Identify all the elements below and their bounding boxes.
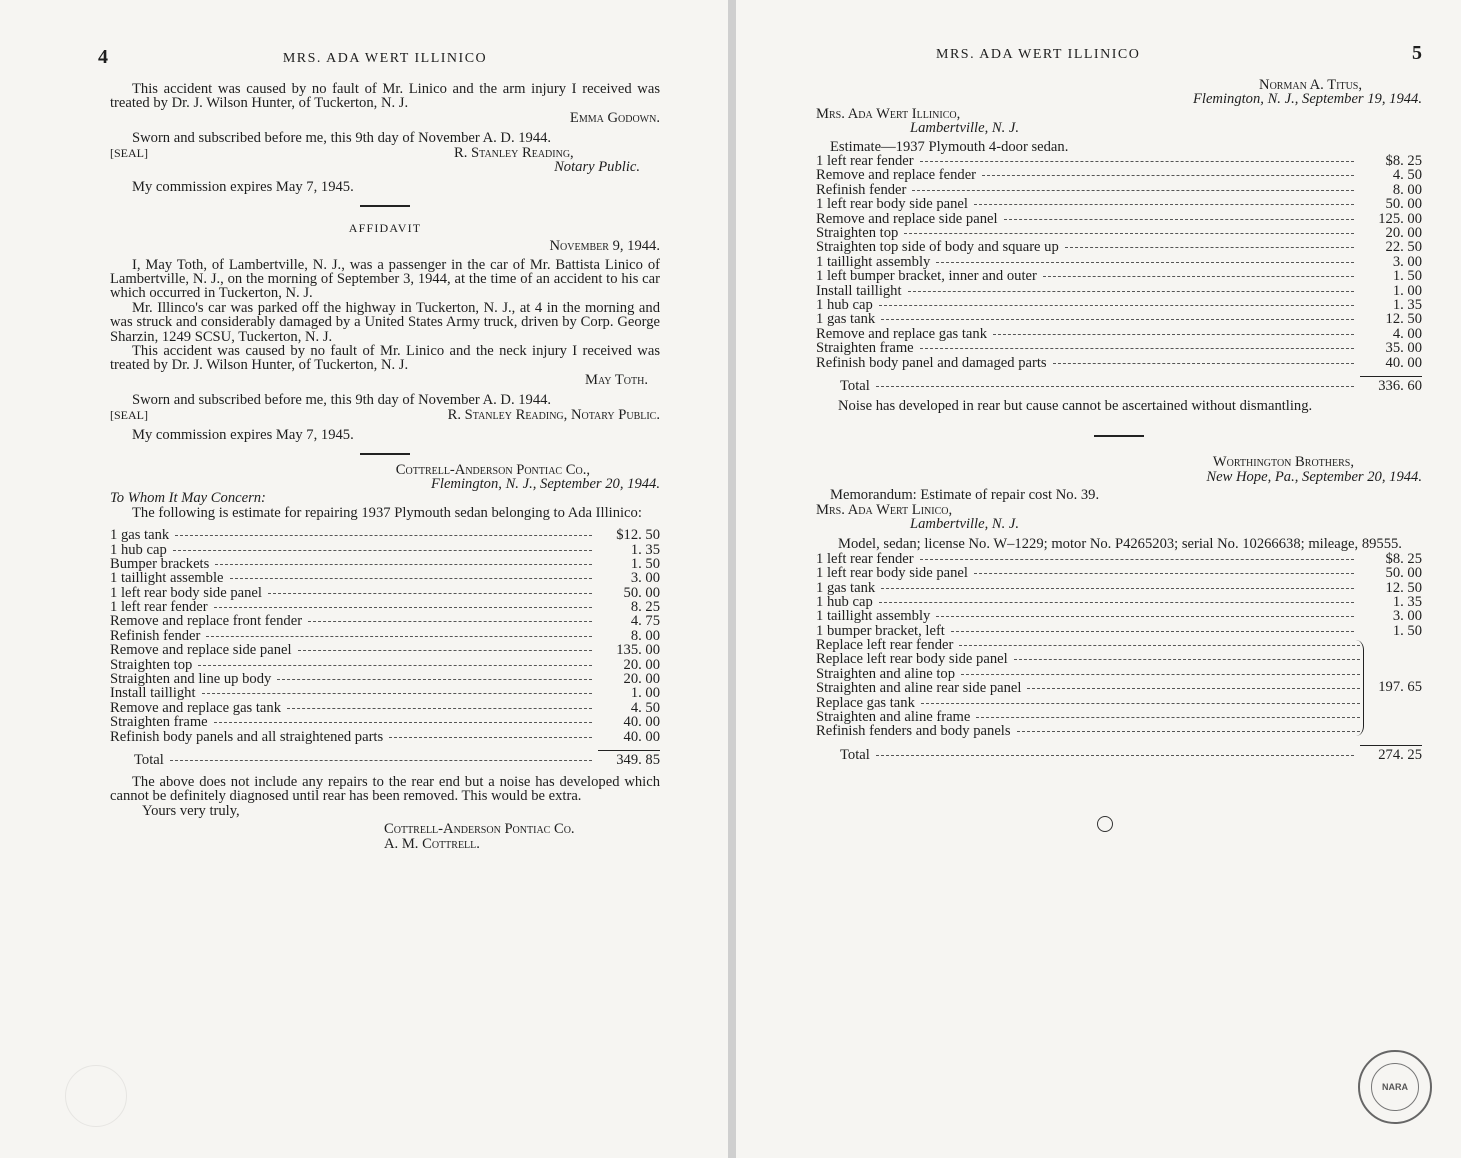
- library-stamp-inner: [1371, 1063, 1419, 1111]
- affidavit-date: November 9, 1944.: [549, 238, 660, 255]
- stamp-label: NARA: [1382, 1082, 1408, 1092]
- line-item: [816, 226, 1422, 240]
- line-item: [816, 624, 1422, 638]
- line-item: [816, 710, 1366, 724]
- cottrell-place-date: Flemington, N. J., September 20, 1944.: [430, 475, 660, 492]
- affidavit-paragraph-3: This accident was caused by no fault of Mr. Linico and the neck injury I received was treated by Dr. J. Wilson Hunter, of Tuckerton, N. J.: [110, 343, 660, 374]
- line-item-amount: 4. 50: [1392, 167, 1422, 184]
- line-item-label: 1 left rear fender: [816, 153, 914, 170]
- cottrell-total-label: Total: [134, 751, 164, 768]
- leader-dots: [921, 703, 1360, 704]
- leader-dots: [268, 593, 592, 594]
- worthington-labor-list: [816, 638, 1422, 739]
- cottrell-closing: Yours very truly,: [142, 802, 240, 819]
- leader-dots: [1053, 363, 1354, 364]
- worthington-item-list: [816, 552, 1422, 638]
- line-item-label: Straighten top: [816, 224, 899, 241]
- affidavit-seal: [SEAL]: [110, 407, 148, 422]
- line-item-amount: 1. 35: [1392, 296, 1422, 313]
- line-item: [110, 715, 660, 729]
- worthington-total-label: Total: [840, 746, 870, 763]
- line-item-label: Refinish fender: [110, 627, 201, 644]
- line-item: [110, 672, 660, 686]
- punch-hole: [1097, 816, 1113, 832]
- line-item: [816, 667, 1366, 681]
- titus-addressee: Mrs. Ada Wert Illinico,: [816, 105, 961, 122]
- worthington-place-date: New Hope, Pa., September 20, 1944.: [1206, 468, 1422, 485]
- worthington-memo: Memorandum: Estimate of repair cost No. 39.: [830, 487, 1100, 504]
- line-item: [110, 658, 660, 672]
- page-gutter: [728, 0, 736, 1158]
- godown-commission: My commission expires May 7, 1945.: [132, 179, 354, 196]
- line-item: [816, 168, 1422, 182]
- line-item-label: Straighten frame: [110, 714, 208, 731]
- line-item: [816, 638, 1366, 652]
- worthington-addressee: Mrs. Ada Wert Linico,: [816, 501, 953, 518]
- line-item-label: Replace left rear fender: [816, 637, 954, 654]
- titus-total-row: [816, 379, 1422, 395]
- leader-dots: [1043, 276, 1354, 277]
- line-item-label: Replace left rear body side panel: [816, 651, 1008, 668]
- leader-dots: [308, 621, 592, 622]
- leader-dots: [912, 190, 1354, 191]
- leader-dots: [206, 636, 592, 637]
- line-item-label: Remove and replace gas tank: [816, 325, 987, 342]
- line-item: [816, 240, 1422, 254]
- line-item-label: Straighten and aline frame: [816, 709, 971, 726]
- worthington-total-row: [816, 748, 1422, 764]
- line-item-amount: $12. 50: [616, 527, 660, 544]
- library-stamp-icon: [1358, 1050, 1432, 1124]
- leader-dots: [389, 737, 592, 738]
- line-item-label: Replace gas tank: [816, 694, 915, 711]
- leader-dots: [215, 564, 592, 565]
- line-item: [110, 629, 660, 643]
- titus-total-amount: 336. 60: [1378, 377, 1422, 394]
- line-item: [816, 183, 1422, 197]
- line-item-label: Install taillight: [110, 685, 196, 702]
- total-rule: [1360, 745, 1422, 746]
- line-item-label: 1 gas tank: [816, 579, 876, 596]
- total-rule: [598, 750, 660, 751]
- worthington-labor-amount: 197. 65: [1378, 679, 1422, 696]
- leader-dots: [1014, 659, 1360, 660]
- line-item-amount: $8. 25: [1385, 550, 1422, 567]
- line-item-label: 1 gas tank: [110, 527, 170, 544]
- line-item-label: 1 hub cap: [110, 541, 167, 558]
- leader-dots: [904, 233, 1354, 234]
- line-item-amount: 3. 00: [1392, 608, 1422, 625]
- affidavit-notary: R. Stanley Reading, Notary Public.: [447, 406, 660, 423]
- leader-dots: [879, 305, 1354, 306]
- left-running-head: [98, 46, 660, 76]
- divider: [360, 205, 410, 207]
- line-item-amount: 4. 50: [630, 699, 660, 716]
- line-item-amount: 8. 00: [630, 627, 660, 644]
- line-item-amount: 22. 50: [1385, 239, 1422, 256]
- line-item-amount: 4. 00: [1392, 325, 1422, 342]
- affidavit-notary-line: [110, 408, 660, 422]
- leader-dots: [175, 535, 592, 536]
- line-item: [110, 600, 660, 614]
- line-item-label: 1 taillight assembly: [816, 608, 931, 625]
- titus-addressee-city: Lambertville, N. J.: [910, 120, 1020, 137]
- affidavit-paragraph-2: Mr. Illinco's car was parked off the highway in Tuckerton, N. J., at 4 in the morning and was struck and considerably damaged by a United States Army truck, driven by Corp. George Sharzin, 1249 SCSU, Tuckerton, N. J.: [110, 299, 660, 345]
- line-item-amount: 1. 50: [630, 555, 660, 572]
- line-item: [110, 586, 660, 600]
- titus-name: Norman A. Titus,: [1259, 77, 1362, 93]
- leader-dots: [170, 760, 592, 761]
- line-item-amount: 50. 00: [623, 584, 660, 601]
- line-item: [816, 255, 1422, 269]
- line-item: [816, 595, 1422, 609]
- affidavit-paragraph-1: I, May Toth, of Lambertville, N. J., was a passenger in the car of Mr. Battista Linico of Lambertville, N. J., on the morning of September 3, 1944, at the time of an accident to his car which occurred in Tuckerton, N. J.: [110, 256, 660, 302]
- line-item-label: Straighten and line up body: [110, 671, 272, 688]
- cottrell-note: The above does not include any repairs to the rear end but a noise has developed which cannot be definitely diagnosed until rear has been removed. This would be extra.: [110, 773, 660, 805]
- worthington-total-amount: 274. 25: [1378, 746, 1422, 763]
- line-item: [110, 557, 660, 571]
- left-page: [0, 0, 728, 1158]
- line-item-label: 1 hub cap: [816, 593, 873, 610]
- leader-dots: [881, 319, 1354, 320]
- line-item-label: Remove and replace side panel: [816, 210, 998, 227]
- line-item-amount: 1. 50: [1392, 268, 1422, 285]
- line-item-amount: 40. 00: [623, 728, 660, 745]
- line-item-label: 1 gas tank: [816, 311, 876, 328]
- line-item-label: Refinish body panels and all straightened parts: [110, 728, 384, 745]
- line-item-amount: 35. 00: [1385, 340, 1422, 357]
- leader-dots: [961, 674, 1360, 675]
- line-item: [110, 730, 660, 744]
- leader-dots: [298, 650, 592, 651]
- line-item: [816, 681, 1366, 695]
- leader-dots: [879, 602, 1354, 603]
- affidavit-heading: AFFIDAVIT: [348, 220, 422, 235]
- line-item-amount: 50. 00: [1385, 196, 1422, 213]
- line-item-amount: 40. 00: [1385, 354, 1422, 371]
- leader-dots: [287, 708, 592, 709]
- leader-dots: [1027, 688, 1360, 689]
- line-item-amount: 20. 00: [1385, 224, 1422, 241]
- worthington-labor-group: [816, 638, 1422, 739]
- leader-dots: [936, 616, 1354, 617]
- line-item: [816, 696, 1366, 710]
- line-item: [816, 284, 1422, 298]
- line-item: [110, 614, 660, 628]
- titus-item-list: [816, 154, 1422, 370]
- bleed-through-stamp: [65, 1065, 127, 1127]
- leader-dots: [959, 645, 1360, 646]
- line-item-label: 1 left rear fender: [110, 599, 208, 616]
- titus-total-label: Total: [840, 377, 870, 394]
- line-item: [110, 571, 660, 585]
- line-item: [816, 652, 1366, 666]
- line-item-amount: 8. 25: [630, 599, 660, 616]
- line-item-amount: $8. 25: [1385, 153, 1422, 170]
- leader-dots: [974, 573, 1354, 574]
- leader-dots: [1017, 731, 1360, 732]
- line-item: [816, 312, 1422, 326]
- godown-sworn: Sworn and subscribed before me, this 9th day of November A. D. 1944.: [132, 130, 552, 147]
- line-item-label: Install taillight: [816, 282, 902, 299]
- line-item-label: 1 taillight assembly: [816, 253, 931, 270]
- total-rule: [1360, 376, 1422, 377]
- line-item-label: 1 left rear body side panel: [816, 196, 968, 213]
- line-item-amount: 12. 50: [1385, 579, 1422, 596]
- line-item: [816, 356, 1422, 370]
- line-item-label: 1 left rear body side panel: [110, 584, 262, 601]
- leader-dots: [214, 722, 592, 723]
- line-item-label: Remove and replace side panel: [110, 642, 292, 659]
- left-page-number: 4: [98, 46, 108, 68]
- line-item: [110, 543, 660, 557]
- leader-dots: [1004, 219, 1354, 220]
- godown-notary-title: Notary Public.: [554, 159, 640, 176]
- titus-estimate-title: Estimate—1937 Plymouth 4-door sedan.: [830, 138, 1069, 155]
- line-item: [816, 552, 1422, 566]
- leader-dots: [173, 550, 592, 551]
- brace: [1355, 640, 1364, 736]
- right-page-number: 5: [1412, 42, 1422, 64]
- godown-notary-line: [110, 146, 660, 160]
- cottrell-salutation: To Whom It May Concern:: [110, 490, 266, 507]
- line-item-label: Straighten top: [110, 656, 193, 673]
- leader-dots: [277, 679, 592, 680]
- line-item-label: Remove and replace front fender: [110, 613, 303, 630]
- worthington-model: Model, sedan; license No. W–1229; motor No. P4265203; serial No. 10266638; mileage, 89555.: [838, 536, 1402, 553]
- line-item-label: Remove and replace fender: [816, 167, 977, 184]
- worthington-addressee-city: Lambertville, N. J.: [910, 515, 1020, 532]
- affidavit-sworn: Sworn and subscribed before me, this 9th day of November A. D. 1944.: [132, 392, 552, 409]
- right-page: [736, 0, 1461, 1158]
- line-item: [110, 528, 660, 542]
- right-running-title: MRS. ADA WERT ILLINICO: [936, 47, 1141, 62]
- divider: [360, 453, 410, 455]
- line-item-amount: 3. 00: [1392, 253, 1422, 270]
- line-item: [816, 724, 1366, 738]
- line-item-label: 1 left rear fender: [816, 550, 914, 567]
- godown-signature: Emma Godown.: [569, 109, 660, 126]
- line-item: [110, 643, 660, 657]
- line-item-label: 1 taillight assemble: [110, 570, 224, 587]
- line-item: [816, 197, 1422, 211]
- line-item: [110, 701, 660, 715]
- divider: [1094, 435, 1144, 437]
- leader-dots: [876, 386, 1354, 387]
- leader-dots: [214, 607, 592, 608]
- leader-dots: [920, 348, 1354, 349]
- line-item-label: Bumper brackets: [110, 555, 210, 572]
- godown-notary: R. Stanley Reading,: [454, 144, 574, 161]
- affidavit-signature: May Toth.: [584, 371, 648, 388]
- line-item-label: 1 hub cap: [816, 296, 873, 313]
- leader-dots: [974, 204, 1354, 205]
- leader-dots: [982, 175, 1354, 176]
- leader-dots: [876, 755, 1354, 756]
- cottrell-total-amount: 349. 85: [616, 751, 660, 768]
- leader-dots: [951, 631, 1354, 632]
- line-item: [816, 327, 1422, 341]
- leader-dots: [993, 334, 1354, 335]
- line-item-amount: 50. 00: [1385, 565, 1422, 582]
- leader-dots: [881, 588, 1354, 589]
- leader-dots: [920, 161, 1354, 162]
- leader-dots: [230, 578, 593, 579]
- line-item-label: Straighten and aline rear side panel: [816, 680, 1022, 697]
- cottrell-intro: The following is estimate for repairing 1937 Plymouth sedan belonging to Ada Illinico:: [132, 504, 642, 521]
- line-item-amount: 12. 50: [1385, 311, 1422, 328]
- cottrell-firm: Cottrell-Anderson Pontiac Co.,: [395, 461, 590, 478]
- line-item-amount: 125. 00: [1378, 210, 1422, 227]
- left-page-column: [98, 46, 660, 852]
- leader-dots: [1065, 247, 1354, 248]
- line-item: [816, 609, 1422, 623]
- line-item-label: Straighten frame: [816, 340, 914, 357]
- line-item-label: Straighten top side of body and square up: [816, 239, 1059, 256]
- titus-note: Noise has developed in rear but cause cannot be ascertained without dismantling.: [838, 397, 1313, 414]
- line-item-label: Refinish fender: [816, 181, 907, 198]
- line-item: [110, 686, 660, 700]
- leader-dots: [198, 665, 592, 666]
- leader-dots: [202, 693, 592, 694]
- line-item: [816, 566, 1422, 580]
- leader-dots: [936, 262, 1354, 263]
- line-item-label: 1 bumper bracket, left: [816, 622, 945, 639]
- line-item: [816, 298, 1422, 312]
- godown-seal: [SEAL]: [110, 145, 148, 160]
- line-item-label: 1 left bumper bracket, inner and outer: [816, 268, 1037, 285]
- line-item: [816, 269, 1422, 283]
- line-item-label: Refinish body panel and damaged parts: [816, 354, 1047, 371]
- right-page-column: [816, 42, 1422, 764]
- affidavit-commission: My commission expires May 7, 1945.: [132, 427, 354, 444]
- line-item-amount: 1. 50: [1392, 622, 1422, 639]
- leader-dots: [920, 559, 1354, 560]
- right-running-head: [816, 42, 1422, 72]
- line-item-amount: 20. 00: [623, 671, 660, 688]
- line-item: [816, 154, 1422, 168]
- line-item-amount: 1. 00: [630, 685, 660, 702]
- cottrell-total-row: [110, 753, 660, 769]
- line-item-amount: 3. 00: [630, 570, 660, 587]
- line-item-amount: 1. 35: [630, 541, 660, 558]
- cottrell-signature-firm: Cottrell-Anderson Pontiac Co.: [384, 821, 575, 838]
- left-running-title: MRS. ADA WERT ILLINICO: [282, 51, 488, 66]
- line-item-label: 1 left rear body side panel: [816, 565, 968, 582]
- worthington-firm: Worthington Brothers,: [1212, 454, 1354, 471]
- titus-place-date: Flemington, N. J., September 19, 1944.: [1192, 91, 1422, 108]
- line-item-amount: 40. 00: [623, 714, 660, 731]
- cottrell-signature-name: A. M. Cottrell.: [384, 835, 480, 852]
- line-item: [816, 341, 1422, 355]
- line-item-amount: 4. 75: [630, 613, 660, 630]
- line-item-amount: 1. 00: [1392, 282, 1422, 299]
- line-item-amount: 20. 00: [623, 656, 660, 673]
- line-item: [816, 212, 1422, 226]
- line-item-amount: 135. 00: [616, 642, 660, 659]
- cottrell-item-list: [110, 528, 660, 744]
- godown-statement: This accident was caused by no fault of Mr. Linico and the arm injury I received was treated by Dr. J. Wilson Hunter, of Tuckerton, N. J.: [110, 81, 660, 112]
- leader-dots: [976, 717, 1360, 718]
- line-item-label: Refinish fenders and body panels: [816, 723, 1011, 740]
- line-item-amount: 8. 00: [1392, 181, 1422, 198]
- leader-dots: [908, 291, 1354, 292]
- line-item-amount: 1. 35: [1392, 593, 1422, 610]
- line-item-label: Remove and replace gas tank: [110, 699, 281, 716]
- line-item: [816, 581, 1422, 595]
- line-item-label: Straighten and aline top: [816, 665, 956, 682]
